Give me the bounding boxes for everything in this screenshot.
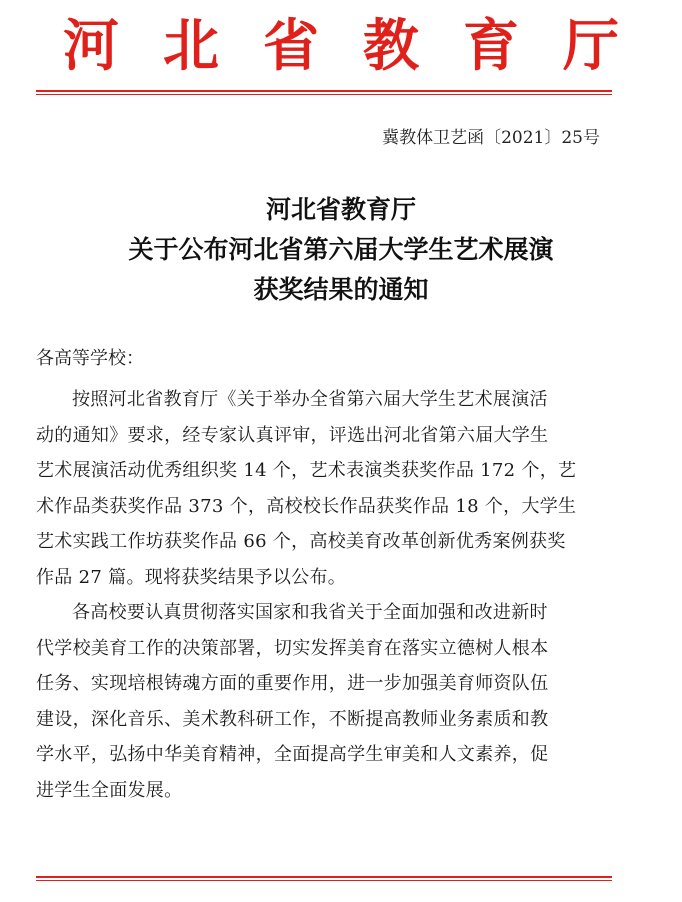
body-paragraph-1	[36, 382, 608, 595]
paragraph-line: 艺术展演活动优秀组织奖 14 个，艺术表演类获奖作品 172 个，艺	[36, 460, 577, 481]
title-line-1: 河北省教育厅	[265, 195, 416, 224]
paragraph-line: 代学校美育工作的决策部署，切实发挥美育在落实立德树人根本	[36, 637, 549, 659]
paragraph-line: 各高校要认真贯彻落实国家和我省关于全面加强和改进新时	[72, 602, 548, 623]
paragraph-line: 建设，深化音乐、美术教科研工作，不断提高教师业务素质和教	[36, 708, 549, 730]
letterhead-red-rule-thick	[36, 90, 612, 92]
title-line-3: 获奖结果的通知	[253, 275, 429, 304]
paragraph-line: 作品 27 篇。现将获奖结果予以公布。	[36, 566, 347, 588]
paragraph-line: 动的通知》要求，经专家认真评审，评选出河北省第六届大学生	[36, 424, 549, 446]
paragraph-line: 按照河北省教育厅《关于举办全省第六届大学生艺术展演活	[72, 389, 548, 410]
footer-red-rule-thick	[36, 876, 612, 878]
paragraph-line: 进学生全面发展。	[36, 779, 183, 801]
title-line-2: 关于公布河北省第六届大学生艺术展演	[128, 235, 554, 264]
paragraph-line: 术作品类获奖作品 373 个，高校校长作品获奖作品 18 个，大学生	[36, 495, 577, 517]
footer-red-rule-thin	[36, 880, 612, 881]
document-title	[0, 190, 682, 310]
paragraph-line: 任务、实现培根铸魂方面的重要作用，进一步加强美育师资队伍	[36, 673, 549, 694]
document-number: 冀教体卫艺函〔2021〕25号	[382, 128, 600, 148]
paragraph-line: 艺术实践工作坊获奖作品 66 个，高校美育改革创新优秀案例获奖	[36, 531, 566, 552]
salutation: 各高等学校：	[36, 348, 144, 369]
paragraph-line: 学水平，弘扬中华美育精神，全面提高学生审美和人文素养，促	[36, 744, 549, 765]
letterhead-org-name: 河北省教育厅	[63, 13, 663, 79]
letterhead-red-rule-thin	[36, 94, 612, 95]
body-paragraph-2	[36, 595, 608, 808]
